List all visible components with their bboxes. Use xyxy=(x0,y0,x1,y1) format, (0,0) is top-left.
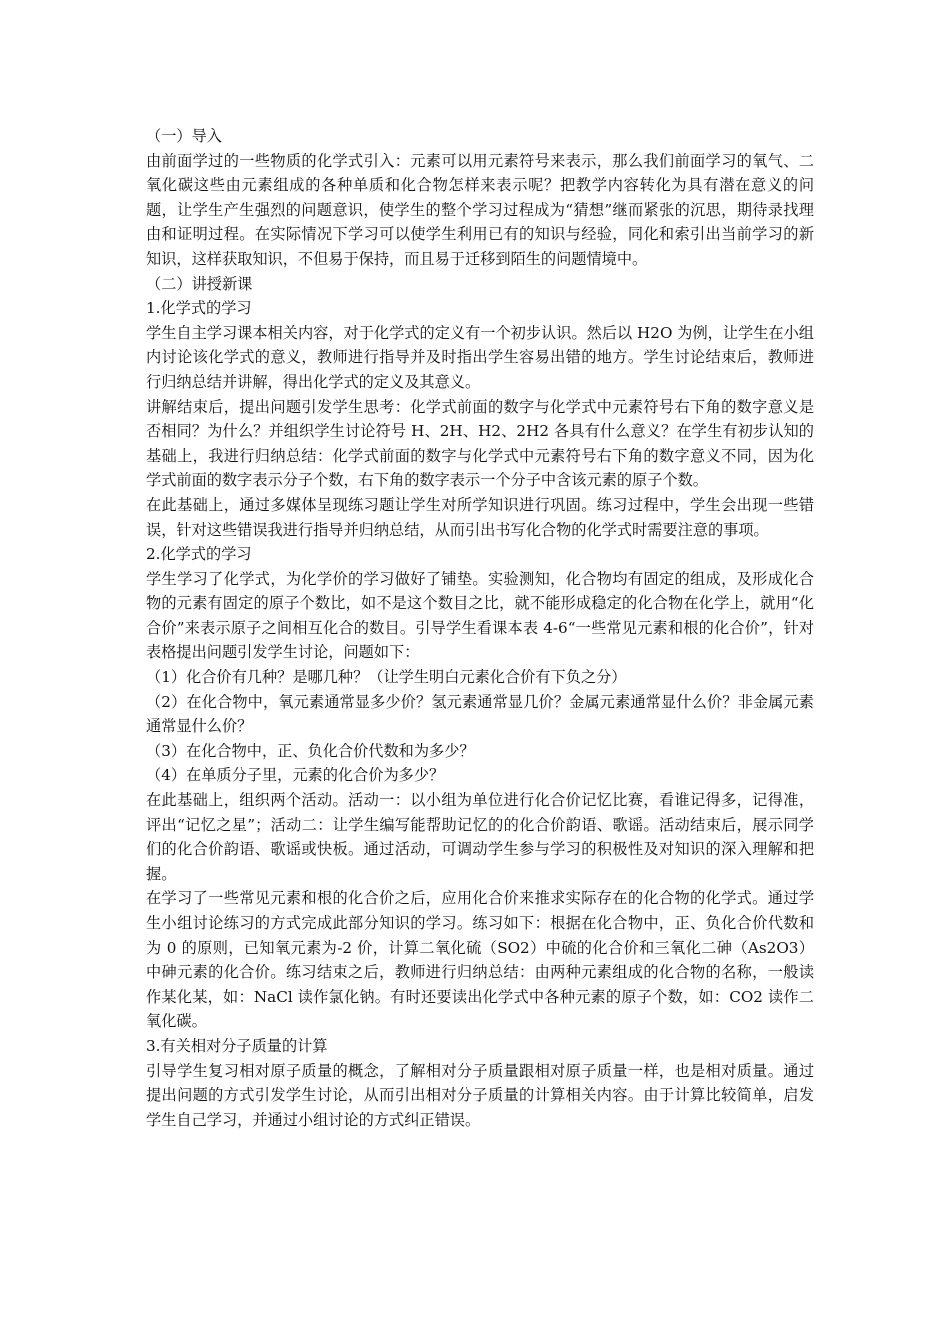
subheading-molecular-mass: 3.有关相对分子质量的计算 xyxy=(146,1036,328,1055)
subheading-chemical-formula: 1.化学式的学习 xyxy=(146,299,252,318)
document-body xyxy=(146,124,814,1132)
paragraph-self-study: 学生自主学习课本相关内容，对于化学式的定义有一个初步认识。然后以 H2O 为例，让学生在小组内讨论该化学式的意义，教师进行指导并及时指出学生容易出错的地方。学生讨论结束后，教师进行归纳总结并讲解，得出化学式的定义及其意义。 xyxy=(146,323,814,391)
paragraph-apply-valence: 在学习了一些常见元素和根的化合价之后，应用化合价来推求实际存在的化合物的化学式。通过学生小组讨论练习的方式完成此部分知识的学习。练习如下：根据在化合物中，正、负化合价代数和为 0 的原则，已知氧元素为-2 价，计算二氧化硫（SO2）中硫的化合价和三氧化二砷（As2O3）中砷元素的化合价。练习结束之后，教师进行归纳总结：由两种元素组成的化合物的名称，一般读作某化某，如：NaCl 读作氯化钠。有时还要读出化学式中各种元素的原子个数，如：CO2 读作二氧化碳。 xyxy=(146,889,814,1031)
paragraph-question-numbers: 讲解结束后，提出问题引发学生思考：化学式前面的数字与化学式中元素符号右下角的数字意义是否相同？为什么？并组织学生讨论符号 H、2H、H2、2H2 各具有什么意义？在学生有初步认知的基础上，我进行归纳总结：化学式前面的数字与化学式中元素符号右下角的数字意义不同，因为化学式前面的数字表示分子个数，右下角的数字表示一个分子中含该元素的原子个数。 xyxy=(146,397,814,490)
paragraph-activities: 在此基础上，组织两个活动。活动一：以小组为单位进行化合价记忆比赛，看谁记得多，记得准，评出“记忆之星”；活动二：让学生编写能帮助记忆的的化合价韵语、歌谣。活动结束后，展示同学们的化合价韵语、歌谣或快板。通过活动，可调动学生参与学习的积极性及对知识的深入理解和把握。 xyxy=(146,791,814,883)
paragraph-valence-intro: 学生学习了化学式，为化学价的学习做好了铺垫。实验测知，化合物均有固定的组成，及形成化合物的元素有固定的原子个数比，如不是这个数目之比，就不能形成稳定的化合物在化学上，就用“化合价”来表示原子之间相互化合的数目。引导学生看课本表 4-6“一些常见元素和根的化合价”，针对表格提出问题引发学生讨论，问题如下： xyxy=(146,569,814,662)
question-item-2: （2）在化合物中，氧元素通常显多少价？氢元素通常显几价？金属元素通常显什么价？非金属元素通常显什么价？ xyxy=(146,692,814,736)
subheading-chemical-formula-2: 2.化学式的学习 xyxy=(146,545,252,564)
section-heading-new-lesson: （二）讲授新课 xyxy=(146,274,253,293)
question-item-1: （1）化合价有几种？是哪几种？（让学生明白元素化合价有下负之分） xyxy=(146,668,627,687)
paragraph-practice: 在此基础上，通过多媒体呈现练习题让学生对所学知识进行巩固。练习过程中，学生会出现一些错误，针对这些错误我进行指导并归纳总结，从而引出书写化合物的化学式时需要注意的事项。 xyxy=(146,495,814,539)
question-item-4: （4）在单质分子里，元素的化合价为多少？ xyxy=(146,766,445,785)
question-item-3: （3）在化合物中，正、负化合价代数和为多少？ xyxy=(146,741,475,760)
paragraph-molecular-mass: 引导学生复习相对原子质量的概念，了解相对分子质量跟相对原子质量一样，也是相对质量。通过提出问题的方式引发学生讨论，从而引出相对分子质量的计算相关内容。由于计算比较简单，启发学生自己学习，并通过小组讨论的方式纠正错误。 xyxy=(146,1061,814,1129)
section-heading-intro: （一）导入 xyxy=(146,127,222,145)
paragraph-intro: 由前面学过的一些物质的化学式引入：元素可以用元素符号来表示，那么我们前面学习的氧气、二氧化碳这些由元素组成的各种单质和化合物怎样来表示呢？把教学内容转化为具有潜在意义的问题，让学生产生强烈的问题意识，使学生的整个学习过程成为“猜想”继而紧张的沉思，期待录找理由和证明过程。在实际情况下学习可以使学生利用已有的知识与经验，同化和索引出当前学习的新知识，这样获取知识，不但易于保持，而且易于迁移到陌生的问题情境中。 xyxy=(146,151,814,268)
